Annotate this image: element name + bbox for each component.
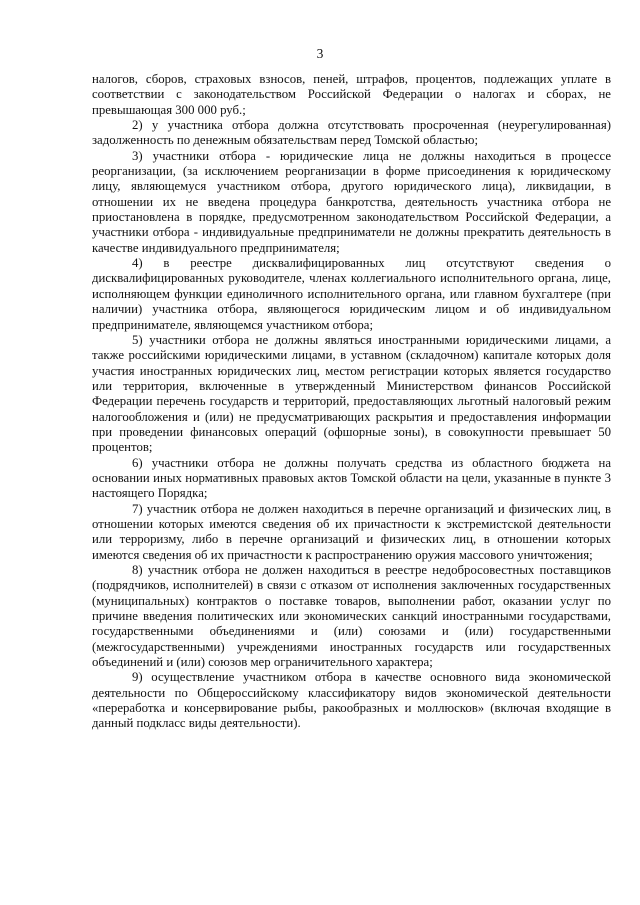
- paragraph-item-8: 8) участник отбора не должен находиться в реестре недобросовестных поставщиков (подрядчиков, исполнителей) в связи с отказом от исполнения заключенных государственных (муниципальных) контрактов о поставке товаров, выполнении работ, оказании услуг по причине введения политических или экономических санкций иностранными государствами, государственными объединениями и (или) союзами и (или) государственными (межгосударственными) учреждениями иностранных государств или государственных объединений и (или) союзов мер ограничительного характера;: [92, 563, 611, 670]
- document-body: [92, 72, 611, 732]
- page-number: 3: [316, 46, 324, 61]
- paragraph-item-9: 9) осуществление участником отбора в качестве основного вида экономической деятельности по Общероссийскому классификатору видов экономической деятельности «переработка и консервирование рыбы, ракообразных и моллюсков» (включая входящие в данный подкласс виды деятельности).: [92, 670, 611, 731]
- paragraph-item-4: 4) в реестре дисквалифицированных лиц отсутствуют сведения о дисквалифицированных руководителе, членах коллегиального исполнительного органа, лице, исполняющем функции единоличного исполнительного органа, или главном бухгалтере (при наличии) участника отбора, являющегося юридическим лицом и об индивидуальном предпринимателе, являющемся участником отбора;: [92, 256, 611, 332]
- paragraph-item-2: 2) у участника отбора должна отсутствовать просроченная (неурегулированная) задолженность по денежным обязательствам перед Томской областью;: [92, 118, 611, 148]
- paragraph-item-3: 3) участники отбора - юридические лица не должны находиться в процессе реорганизации, (за исключением реорганизации в форме присоединения к юридическому лицу, являющемуся участником отбора, другого юридического лица), ликвидации, в отношении их не введена процедура банкротства, деятельность участника отбора не приостановлена в порядке, предусмотренном законодательством Российской Федерации, а участники отбора - индивидуальные предприниматели не должны прекратить деятельность в качестве индивидуального предпринимателя;: [92, 148, 611, 255]
- paragraph-item-7: 7) участник отбора не должен находиться в перечне организаций и физических лиц, в отношении которых имеются сведения об их причастности к экстремистской деятельности или терроризму, либо в перечне организаций и физических лиц, в отношении которых имеются сведения об их причастности к распространению оружия массового уничтожения;: [92, 501, 611, 562]
- paragraph-continuation: налогов, сборов, страховых взносов, пеней, штрафов, процентов, подлежащих уплате в соответствии с законодательством Российской Федерации о налогах и сборах, не превышающая 300 000 руб.;: [92, 72, 611, 117]
- paragraph-item-6: 6) участники отбора не должны получать средства из областного бюджета на основании иных нормативных правовых актов Томской области на цели, указанные в пункте 3 настоящего Порядка;: [92, 455, 611, 501]
- paragraph-item-5: 5) участники отбора не должны являться иностранными юридическими лицами, а также российскими юридическими лицами, в уставном (складочном) капитале которых доля участия иностранных юридических лиц, местом регистрации которых является государство или территория, включенные в утвержденный Министерством финансов Российской Федерации перечень государств и территорий, предоставляющих льготный налоговый режим налогообложения и (или) не предусматривающих раскрытия и предоставления информации при проведении финансовых операций (офшорные зоны), в совокупности превышает 50 процентов;: [92, 332, 611, 455]
